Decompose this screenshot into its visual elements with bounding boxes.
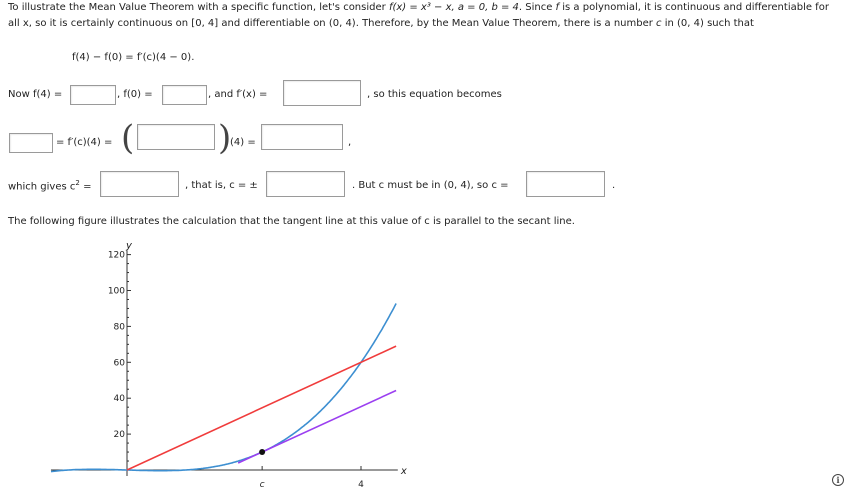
now-f4-label: Now f(4) = bbox=[8, 89, 63, 100]
y-axis-label: y bbox=[126, 240, 132, 252]
squared-exponent: 2 bbox=[75, 179, 80, 187]
x-tick-label-4: 4 bbox=[358, 480, 364, 490]
right-parenthesis: ) bbox=[218, 118, 232, 158]
fprime-c-label: = f′(c)(4) = bbox=[56, 137, 113, 148]
y-tick-label: 20 bbox=[113, 430, 125, 441]
row2-comma: , bbox=[348, 137, 352, 148]
equation-becomes-label: , so this equation becomes bbox=[367, 89, 502, 100]
y-tick-label: 120 bbox=[107, 250, 125, 261]
intro-c: c bbox=[656, 18, 662, 29]
intro-text-4: in (0, 4) such that bbox=[661, 18, 754, 29]
tangent-point bbox=[259, 449, 265, 455]
left-parenthesis: ( bbox=[121, 118, 135, 158]
function-definition: f(x) = x³ − x, a = 0, b = 4 bbox=[388, 2, 519, 13]
x-tick-label-c: c bbox=[259, 480, 265, 490]
y-tick-label: 100 bbox=[107, 286, 125, 297]
x-axis-label: x bbox=[400, 466, 407, 477]
y-tick-label: 60 bbox=[113, 358, 125, 369]
info-icon[interactable]: i bbox=[832, 474, 844, 486]
mvt-equation: f(4) − f(0) = f′(c)(4 − 0). bbox=[72, 52, 195, 63]
fprime-label: , and f′(x) = bbox=[208, 89, 268, 100]
y-tick-label: 40 bbox=[113, 394, 125, 405]
which-gives-text: which gives c bbox=[8, 181, 76, 193]
intro-text-2: . Since bbox=[518, 2, 556, 13]
row3-period: . bbox=[612, 180, 616, 191]
intro-text-1: To illustrate the Mean Value Theorem with a specific function, let's consider bbox=[8, 2, 389, 13]
intro-text-3: is a polynomial, it is continuous and differentiable for all x, so it is certainly continuous on [0, 4] and differentiable on (0, 4). Therefore, by the Mean Value Theorem, there is a number bbox=[8, 2, 829, 29]
which-gives-eq: = bbox=[83, 181, 92, 193]
cubic-curve bbox=[51, 304, 396, 472]
y-tick-label: 80 bbox=[113, 322, 125, 333]
intro-f: f bbox=[555, 2, 560, 13]
c-interval-label: . But c must be in (0, 4), so c = bbox=[352, 180, 509, 191]
times-four-label: (4) = bbox=[230, 137, 256, 148]
figure-caption: The following figure illustrates the calculation that the tangent line at this value of c is parallel to the secant line. bbox=[8, 216, 575, 227]
f0-label: , f(0) = bbox=[117, 89, 153, 100]
that-is-label: , that is, c = ± bbox=[185, 180, 258, 191]
